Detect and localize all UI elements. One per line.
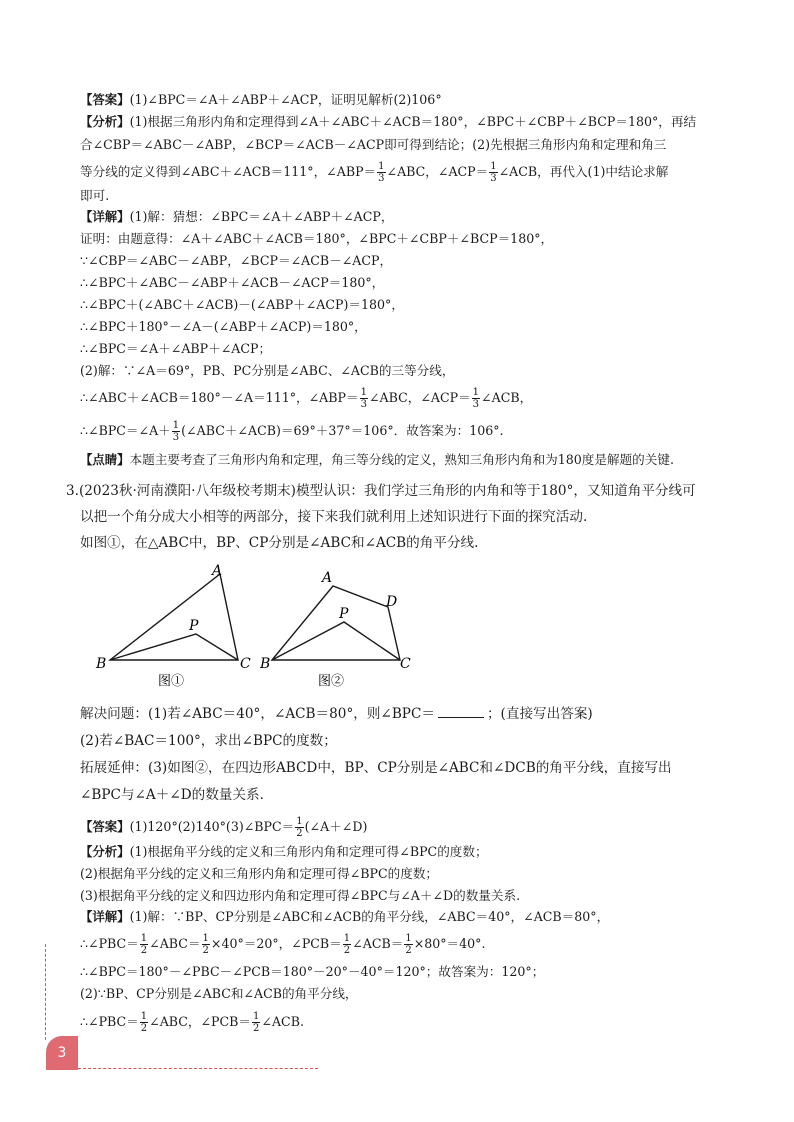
fraction-numerator: 1 [405, 933, 412, 944]
fraction-denominator: 3 [172, 432, 180, 443]
answer-text: (∠A＋∠D) [304, 819, 368, 834]
analysis-text: (1)根据角平分线的定义和三角形内角和定理可得∠BPC的度数； [129, 844, 488, 859]
fraction-one-third [377, 161, 385, 184]
detail-text: ∴∠PBC＝ [80, 936, 139, 951]
fraction-denominator: 2 [253, 1023, 260, 1034]
detail-text: ∠ACB. [261, 1014, 304, 1029]
fraction-numerator: 1 [360, 387, 367, 398]
detail-text: ∠ACB＝ [352, 936, 404, 951]
fraction-one-third [172, 420, 180, 443]
comment-label: 【点睛】 [80, 452, 130, 467]
question-part-1 [80, 704, 593, 724]
answer-text: (1)∠BPC＝∠A＋∠ABP＋∠ACP，证明见解析(2)106° [129, 92, 442, 107]
detail3-line-3: ∴∠BPC＝180°－∠PBC－∠PCB＝180°－20°－40°＝120°；故答案为：120°； [80, 964, 545, 979]
detail-line-9 [80, 387, 532, 410]
fraction-numerator: 1 [172, 420, 180, 431]
corner-dashed-line-horizontal [78, 1068, 318, 1069]
fraction-denominator: 3 [490, 173, 497, 184]
quadrilateral-abcd [272, 586, 400, 660]
analysis-line-2: 合∠CBP＝∠ABC－∠ABP，∠BCP＝∠ACB－∠ACP即可得到结论；(2)先根据三角形内角和定理和角三 [80, 137, 667, 152]
detail-text: ×80°＝40°. [413, 936, 486, 951]
detail-text: ×40°＝20°，∠PCB＝ [210, 936, 342, 951]
fraction-numerator: 1 [296, 816, 303, 827]
answer-text: (1)120°(2)140°(3)∠BPC＝ [129, 819, 295, 834]
fraction-one-half [140, 1011, 148, 1034]
question-line-1: 3.(2023秋·河南濮阳·八年级校考期末)模型认识：我们学过三角形的内角和等于180°，又知道角平分线可 [66, 483, 696, 499]
fraction-denominator: 3 [472, 399, 480, 410]
question-part-4: ∠BPC与∠A＋∠D的数量关系. [80, 787, 264, 803]
detail-text: (1)解：猜想：∠BPC＝∠A＋∠ABP＋∠ACP， [129, 209, 394, 224]
analysis-text: ∠ACB，再代入(1)中结论求解 [498, 164, 669, 179]
answer-label: 【答案】 [80, 92, 130, 107]
fraction-one-half [343, 933, 351, 956]
fraction-denominator: 3 [378, 173, 385, 184]
figure-1 [95, 563, 251, 689]
triangle-abc [110, 574, 238, 660]
label-c: C [400, 656, 411, 672]
figure-2 [259, 570, 411, 689]
question-line-3: 如图①，在△ABC中，BP、CP分别是∠ABC和∠ACB的角平分线. [80, 535, 479, 551]
question-text: ；(直接写出答案) [486, 706, 593, 722]
fraction-numerator: 1 [472, 387, 480, 398]
fraction-denominator: 2 [140, 945, 148, 956]
label-a: A [212, 563, 223, 579]
figure-2-caption: 图② [318, 674, 345, 689]
detail3-line-1 [80, 907, 609, 927]
answer-line [80, 90, 442, 110]
detail-text: ∠ABC，∠PCB＝ [149, 1014, 252, 1029]
angle-bisectors-bp-cp [272, 622, 400, 660]
corner-dashed-line-vertical [45, 944, 46, 1040]
angle-bisectors-bp-cp [110, 634, 238, 660]
detail-text: ∴∠PBC＝ [80, 1014, 139, 1029]
analysis-text: 等分线的定义得到∠ABC＋∠ACB＝111°，∠ABP＝ [80, 164, 377, 179]
question-line-2: 以把一个角分成大小相等的两部分，接下来我们就利用上述知识进行下面的探究活动. [80, 509, 588, 525]
fraction-denominator: 2 [405, 945, 412, 956]
detail-line-3: ∵∠CBP＝∠ABC－∠ABP，∠BCP＝∠ACB－∠ACP， [80, 253, 393, 268]
detail-line-4: ∴∠BPC＋∠ABC－∠ABP＋∠ACB－∠ACP＝180°， [80, 275, 385, 290]
question-part-2: (2)若∠BAC＝100°，求出∠BPC的度数； [80, 733, 337, 749]
geometry-figures [88, 562, 428, 692]
figure-1-caption: 图① [158, 674, 185, 689]
label-d: D [386, 594, 398, 610]
detail-line-6: ∴∠BPC＋180°－∠A－(∠ABP＋∠ACP)＝180°， [80, 319, 367, 334]
fraction-one-half [295, 816, 303, 839]
detail-text: ∠ACB， [481, 390, 533, 405]
fraction-numerator: 1 [490, 161, 497, 172]
question-part-3: 拓展延伸：(3)如图②，在四边形ABCD中，BP、CP分别是∠ABC和∠DCB的角平分线，直接写出 [80, 760, 672, 776]
fraction-one-third [472, 387, 480, 410]
label-p: P [339, 606, 349, 622]
analysis-text: ∠ABC，∠ACP＝ [386, 164, 489, 179]
analysis-line-1 [80, 112, 696, 132]
detail-text: ∠ABC＝ [149, 936, 201, 951]
fraction-numerator: 1 [253, 1011, 260, 1022]
comment-line [80, 450, 674, 470]
fraction-numerator: 1 [202, 933, 209, 944]
fraction-denominator: 2 [343, 945, 351, 956]
fraction-one-half [404, 933, 412, 956]
analysis-line-3 [80, 161, 668, 184]
analysis3-line-1 [80, 842, 488, 862]
detail-text: (1)解：∵BP、CP分别是∠ABC和∠ACB的角平分线，∠ABC＝40°，∠ACB＝80°， [129, 909, 610, 924]
fraction-one-half [202, 933, 210, 956]
analysis-text: (1)根据三角形内角和定理得到∠A＋∠ABC＋∠ACB＝180°，∠BPC＋∠CBP＋∠BCP＝180°，再结 [129, 114, 697, 129]
analysis-line-4: 即可. [80, 188, 110, 203]
fraction-one-half [252, 1011, 260, 1034]
detail-line-2: 证明：由题意得：∠A＋∠ABC＋∠ACB＝180°，∠BPC＋∠CBP＋∠BCP＝180°， [80, 231, 554, 246]
detail3-line-5 [80, 1011, 304, 1034]
detail-text: (∠ABC＋∠ACB)＝69°＋37°＝106°．故答案为：106°. [181, 423, 504, 438]
detail-line-10 [80, 420, 504, 443]
answer-blank[interactable] [438, 705, 484, 718]
label-p: P [189, 618, 199, 634]
fraction-denominator: 2 [296, 828, 303, 839]
detail-line-7: ∴∠BPC＝∠A＋∠ABP＋∠ACP； [80, 341, 272, 356]
page-number: 3 [57, 1045, 67, 1061]
detail-text: ∴∠BPC＝∠A＋ [80, 423, 171, 438]
fraction-numerator: 1 [140, 1011, 148, 1022]
fraction-numerator: 1 [378, 161, 385, 172]
fraction-numerator: 1 [343, 933, 351, 944]
detail-text: ∠ABC，∠ACP＝ [368, 390, 471, 405]
fraction-numerator: 1 [140, 933, 148, 944]
answer-label: 【答案】 [80, 819, 130, 834]
analysis3-line-3: (3)根据角平分线的定义和四边形内角和定理可得∠BPC与∠A＋∠D的数量关系. [80, 888, 521, 903]
detail-label: 【详解】 [80, 209, 130, 224]
detail-line-8: (2)解：∵∠A＝69°，PB、PC分别是∠ABC、∠ACB的三等分线， [80, 363, 455, 378]
analysis3-line-2: (2)根据角平分线的定义和三角形内角和定理可得∠BPC的度数； [80, 866, 439, 881]
fraction-denominator: 2 [140, 1023, 148, 1034]
label-b: B [96, 656, 107, 672]
detail-label: 【详解】 [80, 909, 130, 924]
detail3-line-4: (2)∵BP、CP分别是∠ABC和∠ACB的角平分线， [80, 986, 358, 1001]
analysis-label: 【分析】 [80, 844, 130, 859]
fraction-denominator: 3 [360, 399, 367, 410]
page-number-badge [46, 1036, 78, 1070]
fraction-one-third [489, 161, 497, 184]
detail-text: ∴∠ABC＋∠ACB＝180°－∠A＝111°，∠ABP＝ [80, 390, 359, 405]
detail-line-5: ∴∠BPC＋(∠ABC＋∠ACB)－(∠ABP＋∠ACP)＝180°， [80, 297, 404, 312]
label-a: A [322, 570, 333, 586]
detail3-line-2 [80, 933, 485, 956]
fraction-one-half [140, 933, 148, 956]
fraction-denominator: 2 [202, 945, 209, 956]
answer3-line [80, 816, 367, 839]
fraction-one-third [360, 387, 368, 410]
comment-text: 本题主要考查了三角形内角和定理，角三等分线的定义，熟知三角形内角和为180度是解题的关键. [129, 452, 674, 467]
analysis-label: 【分析】 [80, 114, 130, 129]
label-b: B [260, 656, 271, 672]
detail-line-1 [80, 207, 393, 227]
question-text: 解决问题：(1)若∠ABC＝40°，∠ACB＝80°，则∠BPC＝ [80, 706, 435, 722]
label-c: C [240, 656, 251, 672]
